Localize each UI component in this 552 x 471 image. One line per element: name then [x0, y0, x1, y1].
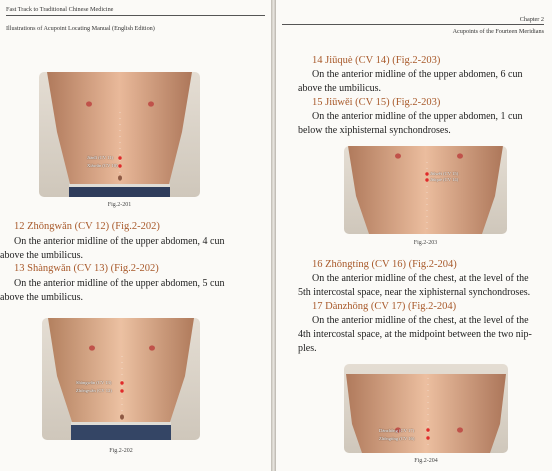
acupoint-marker: [120, 381, 123, 384]
acupoint-description: On the anterior midline of the upper abdomen, 5 cun above the umbilicus.: [0, 278, 225, 303]
point-label: Dànzhōng (CV 17): [379, 428, 415, 433]
point-label: Xiàwǎn (CV 10): [87, 163, 118, 168]
header-rule: [6, 15, 265, 16]
acupoint-marker: [425, 178, 428, 181]
acupoint-marker: [426, 428, 429, 431]
header-chapter: Chapter 2: [519, 16, 544, 23]
acupoint-heading: 13 Shàngwǎn (CV 13) (Fig.2-202): [14, 263, 159, 274]
left-page: [0, 0, 271, 471]
figure-caption: Fig.2-204: [414, 458, 438, 464]
acupoint-description: On the anterior midline of the chest, at the level of the 5th intercostal space, near the xiphisternal synchondroses.: [298, 273, 531, 298]
acupoint-marker: [120, 389, 123, 392]
right-page: [276, 0, 552, 471]
point-label: Shàngwǎn (CV 13): [76, 380, 112, 385]
header-subtitle: Acupoints of the Fourteen Meridians: [452, 28, 544, 35]
header-rule: [282, 24, 544, 25]
acupoint-heading: 16 Zhōngtíng (CV 16) (Fig.2-204): [312, 259, 457, 270]
figure-photo-203: [344, 146, 507, 234]
point-label: Jiànlǐ (CV 11): [87, 155, 114, 160]
acupoint-marker: [118, 164, 121, 167]
acupoint-heading: 14 Jiūquè (CV 14) (Fig.2-203): [312, 55, 441, 66]
acupoint-marker: [118, 156, 121, 159]
figure-photo-202: [42, 318, 200, 440]
figure-caption: Fig.2-201: [107, 202, 132, 208]
figure-photo-204: [344, 364, 508, 453]
figure-caption: Fig.2-202: [109, 448, 133, 454]
point-label: Zhōngwǎn (CV 12): [76, 388, 112, 393]
acupoint-heading: 12 Zhōngwǎn (CV 12) (Fig.2-202): [14, 221, 160, 232]
figure-photo-201: [39, 72, 200, 197]
header-title: Fast Track to Traditional Chinese Medicine: [6, 6, 114, 13]
acupoint-description: On the anterior midline of the chest, at the level of the 4th intercostal space, at the midpoint between the two nip- ples.: [298, 315, 532, 354]
figure-caption: Fig.2-203: [413, 240, 438, 246]
acupoint-marker: [426, 436, 429, 439]
point-label: Zhōngtíng (CV 16): [379, 436, 415, 441]
acupoint-description: On the anterior midline of the upper abdomen, 4 cun above the umbilicus.: [0, 236, 225, 261]
point-label: Jiūwěi (CV 15): [430, 171, 459, 176]
acupoint-heading: 17 Dànzhōng (CV 17) (Fig.2-204): [312, 301, 457, 312]
acupoint-description: On the anterior midline of the upper abdomen, 1 cun below the xiphisternal synchondroses.: [298, 111, 523, 136]
acupoint-heading: 15 Jiūwěi (CV 15) (Fig.2-203): [312, 97, 441, 108]
acupoint-description: On the anterior midline of the upper abdomen, 6 cun above the umbilicus.: [298, 69, 523, 94]
header-subtitle: Illustrations of Acupoint Locating Manual (English Edition): [6, 25, 155, 32]
point-label: Jiūquè (CV 14): [430, 177, 459, 182]
acupoint-marker: [425, 172, 428, 175]
